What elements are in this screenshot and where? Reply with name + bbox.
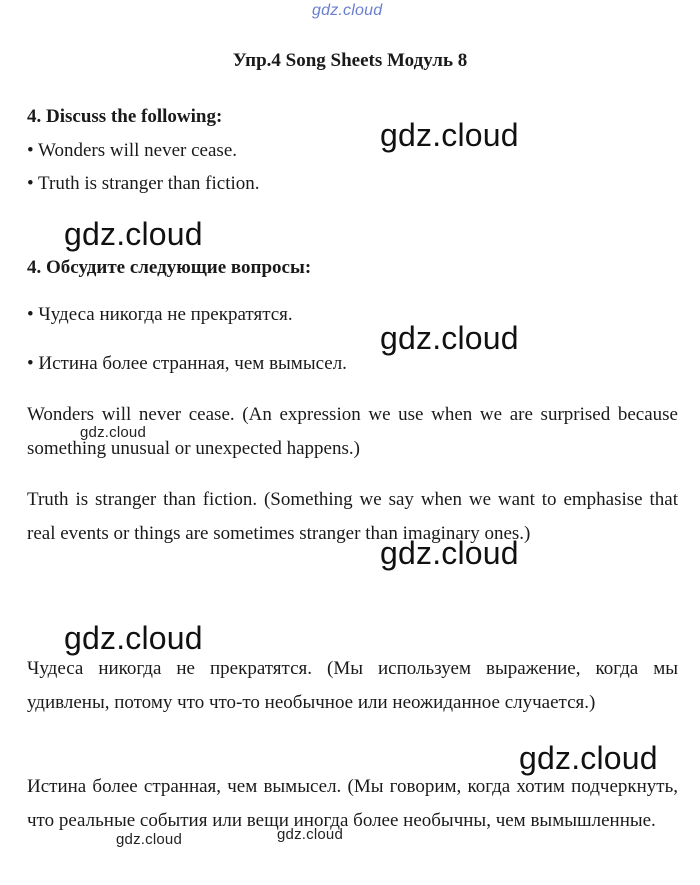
russian-task-heading: 4. Обсудите следующие вопросы: (27, 257, 312, 278)
watermark-small: gdz.cloud (80, 424, 147, 441)
russian-task-item-2: • Истина более странная, чем вымысел. (27, 353, 347, 374)
watermark-small: gdz.cloud (116, 831, 183, 848)
english-task-item-1: • Wonders will never cease. (27, 140, 238, 161)
watermark: gdz.cloud (380, 117, 519, 153)
english-task-item-2: • Truth is stranger than fiction. (27, 173, 260, 194)
english-task-heading: 4. Discuss the following: (27, 106, 223, 127)
watermark: gdz.cloud (380, 320, 519, 356)
answer-english-2: Truth is stranger than fiction. (Something we say when we want to emphasise that real events or things are sometimes stranger than imaginary ones.) (27, 489, 678, 544)
watermark: gdz.cloud (64, 620, 203, 656)
russian-task-item-1: • Чудеса никогда не прекратятся. (27, 304, 293, 325)
answer-russian-1: Чудеса никогда не прекратятся. (Мы используем выражение, когда мы удивлены, потому что что-то необычное или неожиданное случается.) (27, 658, 678, 713)
page-title: Упр.4 Song Sheets Модуль 8 (232, 50, 468, 71)
watermark-top: gdz.cloud (312, 2, 383, 19)
answer-russian-2: Истина более странная, чем вымысел. (Мы говорим, когда хотим подчеркнуть, что реальные события или вещи иногда более необычны, чем вымышленные. (27, 776, 678, 831)
watermark: gdz.cloud (64, 216, 203, 252)
watermark: gdz.cloud (380, 535, 519, 571)
watermark-small: gdz.cloud (277, 826, 344, 843)
answer-english-1: Wonders will never cease. (An expression we use when we are surprised because something unusual or unexpected happens.) (27, 404, 678, 459)
watermark: gdz.cloud (519, 740, 658, 776)
